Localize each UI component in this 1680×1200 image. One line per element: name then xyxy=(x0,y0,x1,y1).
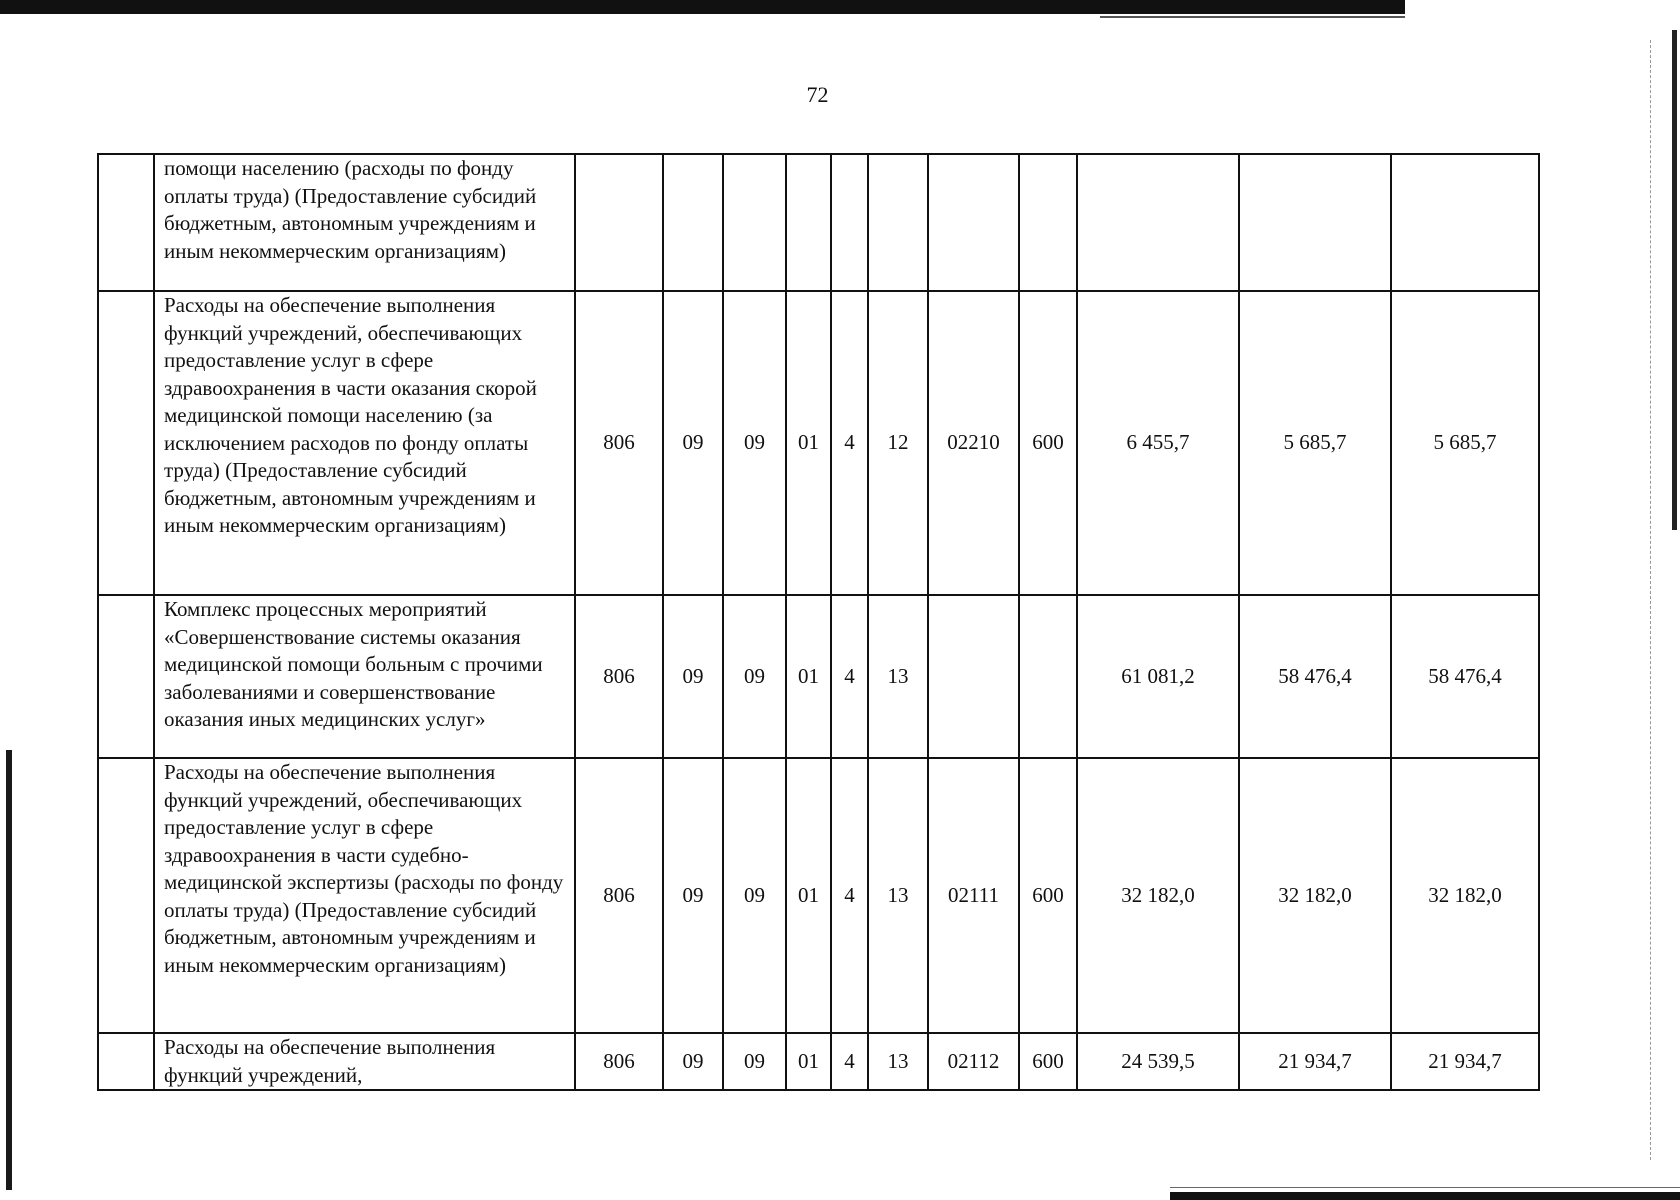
program-code: 01 xyxy=(786,758,831,1033)
direction-code: 02112 xyxy=(928,1033,1019,1090)
subsection-code: 09 xyxy=(723,1033,786,1090)
section-code: 09 xyxy=(663,595,723,758)
amount-year3: 21 934,7 xyxy=(1391,1033,1539,1090)
page-number: 72 xyxy=(806,82,829,107)
row-description: Расходы на обеспечение выполнения функций учреждений, xyxy=(154,1033,575,1090)
expense-type-code: 600 xyxy=(1019,1033,1077,1090)
direction-code xyxy=(928,154,1019,291)
amount-year3: 32 182,0 xyxy=(1391,758,1539,1033)
subsection-code xyxy=(723,154,786,291)
amount-year2: 32 182,0 xyxy=(1239,758,1391,1033)
amount-year1: 32 182,0 xyxy=(1077,758,1239,1033)
amount-year2: 5 685,7 xyxy=(1239,291,1391,595)
row-index-cell xyxy=(98,1033,154,1090)
ministry-code: 806 xyxy=(575,291,663,595)
ministry-code xyxy=(575,154,663,291)
subprogram-type-code: 4 xyxy=(831,758,868,1033)
ministry-code: 806 xyxy=(575,1033,663,1090)
amount-year1 xyxy=(1077,154,1239,291)
amount-year3: 5 685,7 xyxy=(1391,291,1539,595)
subprogram-type-code xyxy=(831,154,868,291)
subprogram-type-code: 4 xyxy=(831,291,868,595)
activity-code: 13 xyxy=(868,1033,928,1090)
amount-year1: 24 539,5 xyxy=(1077,1033,1239,1090)
amount-year2: 21 934,7 xyxy=(1239,1033,1391,1090)
row-index-cell xyxy=(98,595,154,758)
activity-code: 13 xyxy=(868,595,928,758)
amount-year3: 58 476,4 xyxy=(1391,595,1539,758)
table-row xyxy=(98,595,1539,758)
direction-code: 02210 xyxy=(928,291,1019,595)
direction-code: 02111 xyxy=(928,758,1019,1033)
row-index-cell xyxy=(98,154,154,291)
section-code xyxy=(663,154,723,291)
amount-year2: 58 476,4 xyxy=(1239,595,1391,758)
subsection-code: 09 xyxy=(723,758,786,1033)
subsection-code: 09 xyxy=(723,291,786,595)
activity-code: 13 xyxy=(868,758,928,1033)
row-description: Расходы на обеспечение выполнения функций учреждений, обеспечивающих предоставление услуг в сфере здравоохранения в части судебно-медицинской экспертизы (расходы по фонду оплаты труда) (Предоставление субсидий бюджетным, автономным учреждениям и иным некоммерческим организациям) xyxy=(154,758,575,1033)
scan-edge-left xyxy=(6,750,12,1190)
expense-type-code: 600 xyxy=(1019,758,1077,1033)
table-row xyxy=(98,154,1539,291)
subprogram-type-code: 4 xyxy=(831,595,868,758)
program-code: 01 xyxy=(786,291,831,595)
amount-year3 xyxy=(1391,154,1539,291)
row-description: помощи населению (расходы по фонду оплаты труда) (Предоставление субсидий бюджетным, автономным учреждениям и иным некоммерческим организациям) xyxy=(154,154,575,291)
scan-edge-bottom xyxy=(1170,1192,1680,1200)
row-index-cell xyxy=(98,291,154,595)
scan-edge-right xyxy=(1672,30,1677,530)
expense-type-code xyxy=(1019,154,1077,291)
section-code: 09 xyxy=(663,291,723,595)
budget-table xyxy=(97,153,1540,1091)
scan-edge-bottom-thin xyxy=(1170,1187,1680,1188)
amount-year1: 61 081,2 xyxy=(1077,595,1239,758)
row-description: Комплекс процессных мероприятий «Совершенствование системы оказания медицинской помощи больным с прочими заболеваниями и совершенствование оказания иных медицинских услуг» xyxy=(154,595,575,758)
program-code: 01 xyxy=(786,595,831,758)
table-row xyxy=(98,1033,1539,1090)
table-row xyxy=(98,758,1539,1033)
program-code: 01 xyxy=(786,1033,831,1090)
section-code: 09 xyxy=(663,758,723,1033)
row-index-cell xyxy=(98,758,154,1033)
expense-type-code: 600 xyxy=(1019,291,1077,595)
program-code xyxy=(786,154,831,291)
direction-code xyxy=(928,595,1019,758)
ministry-code: 806 xyxy=(575,758,663,1033)
scan-edge-right-dashed xyxy=(1650,40,1652,1160)
expense-type-code xyxy=(1019,595,1077,758)
subprogram-type-code: 4 xyxy=(831,1033,868,1090)
amount-year1: 6 455,7 xyxy=(1077,291,1239,595)
amount-year2 xyxy=(1239,154,1391,291)
scan-edge-top xyxy=(0,0,1405,14)
activity-code: 12 xyxy=(868,291,928,595)
table-row xyxy=(98,291,1539,595)
ministry-code: 806 xyxy=(575,595,663,758)
row-description: Расходы на обеспечение выполнения функций учреждений, обеспечивающих предоставление услуг в сфере здравоохранения в части оказания скорой медицинской помощи населению (за исключением расходов по фонду оплаты труда) (Предоставление субсидий бюджетным, автономным учреждениям и иным некоммерческим организациям) xyxy=(154,291,575,595)
section-code: 09 xyxy=(663,1033,723,1090)
scan-edge-top-thin xyxy=(1100,16,1405,18)
activity-code xyxy=(868,154,928,291)
subsection-code: 09 xyxy=(723,595,786,758)
